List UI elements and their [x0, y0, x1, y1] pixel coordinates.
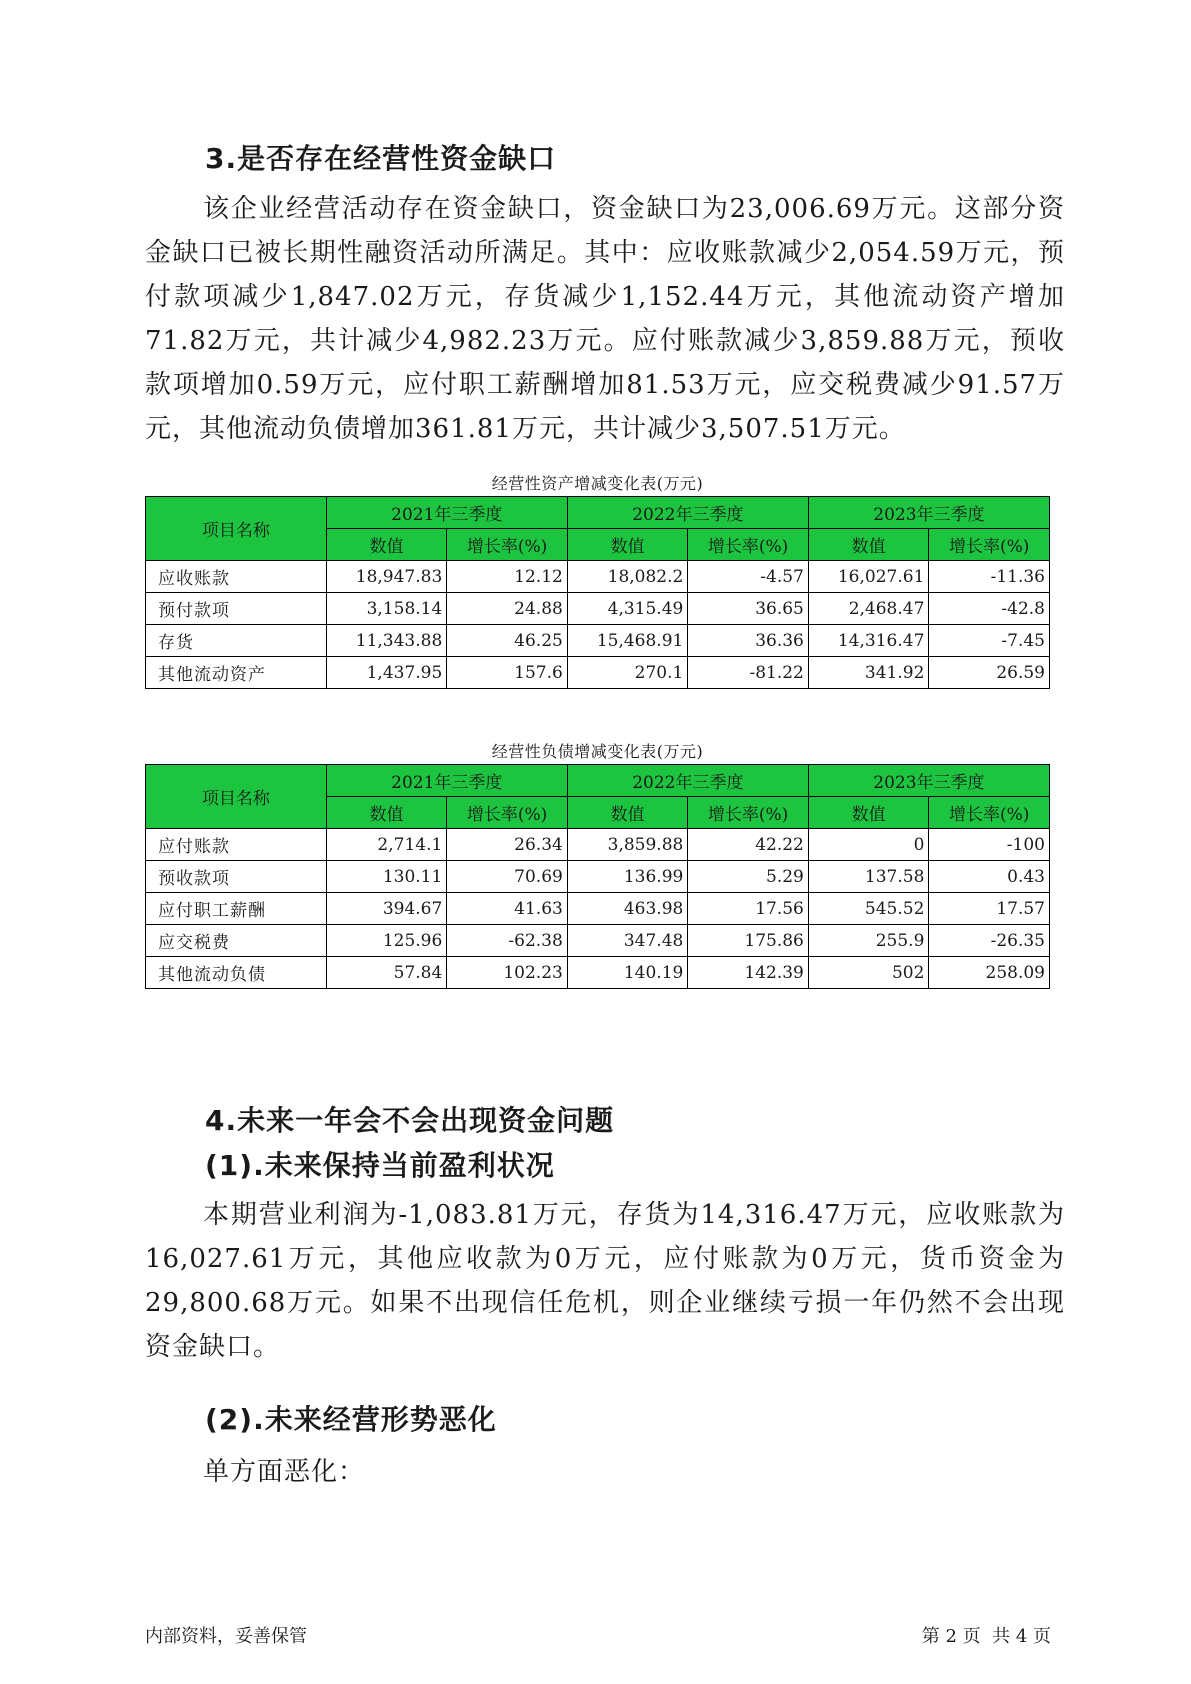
- period-header: 2021年三季度: [326, 765, 567, 797]
- period-header: 2023年三季度: [808, 765, 1049, 797]
- table-row: [146, 893, 1050, 925]
- table-cell: 394.67: [326, 893, 447, 925]
- table-cell: 142.39: [688, 957, 809, 989]
- table-cell: 16,027.61: [808, 561, 929, 593]
- section-4-heading: 4.未来一年会不会出现资金问题: [205, 1104, 615, 1137]
- period-header: 2022年三季度: [567, 765, 808, 797]
- table-cell: 125.96: [326, 925, 447, 957]
- item-name-header: 项目名称: [146, 497, 327, 561]
- period-header: 2022年三季度: [567, 497, 808, 529]
- subsection-1-heading: (1).未来保持当前盈利状况: [205, 1149, 555, 1182]
- table-cell: 70.69: [447, 861, 568, 893]
- table-cell: 140.19: [567, 957, 688, 989]
- table-row: [146, 657, 1050, 689]
- growth-rate-subheader: 增长率(%): [929, 529, 1050, 561]
- subsection-1-paragraph: 本期营业利润为-1,083.81万元，存货为14,316.47万元，应收账款为16,027.61万元，其他应收款为0万元，应付账款为0万元，货币资金为29,800.68万元。如果不出现信任危机，则企业继续亏损一年仍然不会出现资金缺口。: [145, 1200, 1065, 1362]
- footer-confidential-note: 内部资料，妥善保管: [145, 1626, 307, 1647]
- table-cell: 24.88: [447, 593, 568, 625]
- table-cell: 17.56: [688, 893, 809, 925]
- value-subheader: 数值: [567, 797, 688, 829]
- table-cell: 17.57: [929, 893, 1050, 925]
- liabilities-change-table: [145, 764, 1050, 989]
- table-cell: -11.36: [929, 561, 1050, 593]
- subsection-2-heading: (2).未来经营形势恶化: [205, 1403, 497, 1436]
- table-cell: 12.12: [447, 561, 568, 593]
- table-cell: 2,468.47: [808, 593, 929, 625]
- table-cell: 1,437.95: [326, 657, 447, 689]
- table-cell: 26.34: [447, 829, 568, 861]
- table-cell: 41.63: [447, 893, 568, 925]
- table-cell: -7.45: [929, 625, 1050, 657]
- table-cell: 0: [808, 829, 929, 861]
- table-cell: 2,714.1: [326, 829, 447, 861]
- table-cell: 258.09: [929, 957, 1050, 989]
- table-cell: 136.99: [567, 861, 688, 893]
- table-row: [146, 593, 1050, 625]
- table-cell: 347.48: [567, 925, 688, 957]
- value-subheader: 数值: [326, 797, 447, 829]
- liabilities-table-caption: 经营性负债增减变化表(万元): [491, 742, 704, 761]
- growth-rate-subheader: 增长率(%): [929, 797, 1050, 829]
- row-item-name: 应交税费: [146, 925, 327, 957]
- table-cell: -62.38: [447, 925, 568, 957]
- table-row: [146, 561, 1050, 593]
- table-cell: 130.11: [326, 861, 447, 893]
- row-item-name: 应付职工薪酬: [146, 893, 327, 925]
- table-cell: 463.98: [567, 893, 688, 925]
- row-item-name: 其他流动负债: [146, 957, 327, 989]
- growth-rate-subheader: 增长率(%): [688, 529, 809, 561]
- value-subheader: 数值: [808, 797, 929, 829]
- table-cell: 0.43: [929, 861, 1050, 893]
- table-cell: 42.22: [688, 829, 809, 861]
- table-row: [146, 625, 1050, 657]
- table-cell: 15,468.91: [567, 625, 688, 657]
- section-3-heading: 3.是否存在经营性资金缺口: [205, 142, 557, 175]
- table-cell: 36.36: [688, 625, 809, 657]
- table-cell: 137.58: [808, 861, 929, 893]
- subsection-2-paragraph: 单方面恶化：: [203, 1457, 366, 1487]
- item-name-header: 项目名称: [146, 765, 327, 829]
- table-cell: 102.23: [447, 957, 568, 989]
- row-item-name: 预收款项: [146, 861, 327, 893]
- table-cell: 18,082.2: [567, 561, 688, 593]
- table-cell: 502: [808, 957, 929, 989]
- table-cell: 157.6: [447, 657, 568, 689]
- value-subheader: 数值: [808, 529, 929, 561]
- table-cell: 4,315.49: [567, 593, 688, 625]
- table-cell: 545.52: [808, 893, 929, 925]
- table-cell: -100: [929, 829, 1050, 861]
- table-cell: -42.8: [929, 593, 1050, 625]
- assets-change-table: [145, 496, 1050, 689]
- period-header: 2023年三季度: [808, 497, 1049, 529]
- value-subheader: 数值: [567, 529, 688, 561]
- period-header: 2021年三季度: [326, 497, 567, 529]
- table-cell: 341.92: [808, 657, 929, 689]
- table-cell: 3,158.14: [326, 593, 447, 625]
- table-cell: -81.22: [688, 657, 809, 689]
- footer-page-number: 第 2 页 共 4 页: [921, 1626, 1051, 1647]
- table-cell: 270.1: [567, 657, 688, 689]
- row-item-name: 其他流动资产: [146, 657, 327, 689]
- row-item-name: 应付账款: [146, 829, 327, 861]
- growth-rate-subheader: 增长率(%): [688, 797, 809, 829]
- table-cell: 36.65: [688, 593, 809, 625]
- table-cell: 3,859.88: [567, 829, 688, 861]
- table-cell: 11,343.88: [326, 625, 447, 657]
- table-row: [146, 957, 1050, 989]
- table-row: [146, 861, 1050, 893]
- table-cell: -26.35: [929, 925, 1050, 957]
- table-row: [146, 829, 1050, 861]
- table-cell: 14,316.47: [808, 625, 929, 657]
- table-cell: 175.86: [688, 925, 809, 957]
- table-cell: 5.29: [688, 861, 809, 893]
- table-row: [146, 925, 1050, 957]
- growth-rate-subheader: 增长率(%): [447, 797, 568, 829]
- assets-table-caption: 经营性资产增减变化表(万元): [491, 474, 704, 493]
- row-item-name: 存货: [146, 625, 327, 657]
- row-item-name: 应收账款: [146, 561, 327, 593]
- row-item-name: 预付款项: [146, 593, 327, 625]
- value-subheader: 数值: [326, 529, 447, 561]
- growth-rate-subheader: 增长率(%): [447, 529, 568, 561]
- table-cell: 46.25: [447, 625, 568, 657]
- table-cell: -4.57: [688, 561, 809, 593]
- section-3-paragraph: 该企业经营活动存在资金缺口，资金缺口为23,006.69万元。这部分资金缺口已被长期性融资活动所满足。其中：应收账款减少2,054.59万元，预付款项减少1,847.02万元，存货减少1,152.44万元，其他流动资产增加71.82万元，共计减少4,982.23万元。应付账款减少3,859.88万元，预收款项增加0.59万元，应付职工薪酬增加81.53万元，应交税费减少91.57万元，其他流动负债增加361.81万元，共计减少3,507.51万元。: [145, 194, 1065, 444]
- table-cell: 255.9: [808, 925, 929, 957]
- table-cell: 57.84: [326, 957, 447, 989]
- table-cell: 18,947.83: [326, 561, 447, 593]
- table-cell: 26.59: [929, 657, 1050, 689]
